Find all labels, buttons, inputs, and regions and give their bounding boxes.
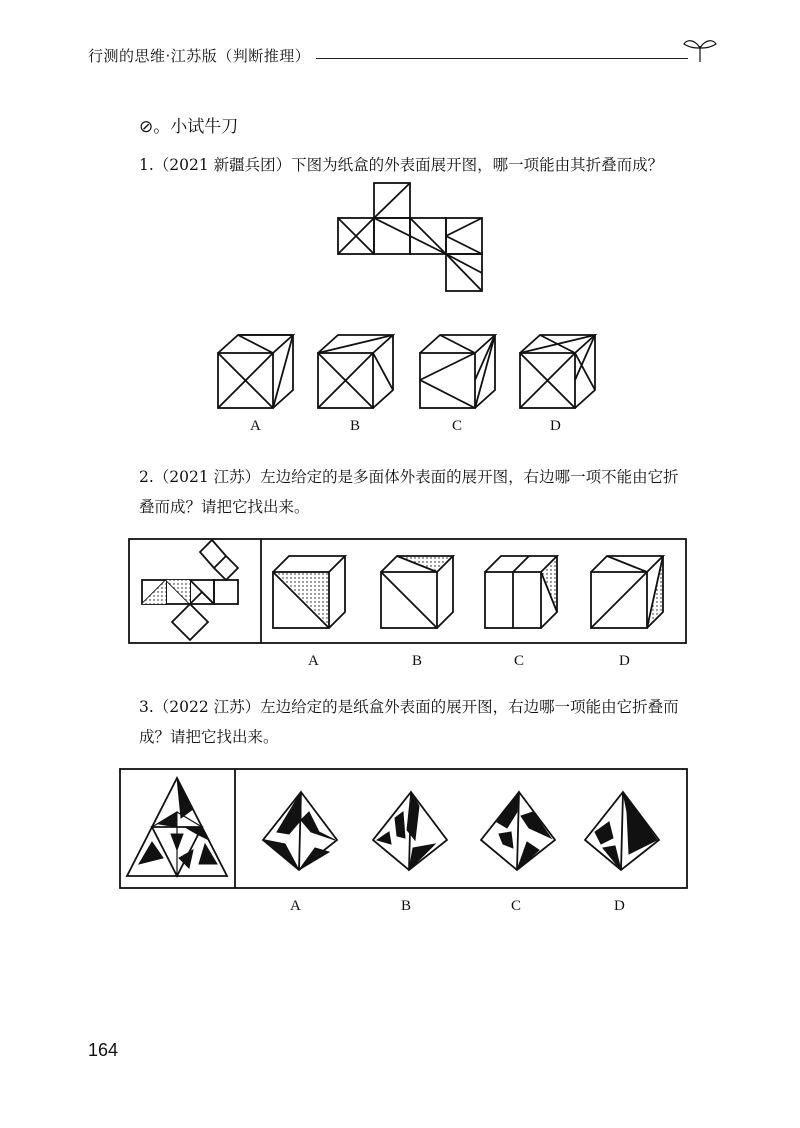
q2-option-d-label: D	[619, 653, 630, 669]
section-title-text: 小试牛刀	[170, 117, 239, 137]
question-1-net-figure	[330, 183, 480, 295]
q1-option-d-label: D	[550, 418, 561, 434]
question-3-net	[127, 778, 227, 876]
section-symbol: ⊘。	[139, 117, 171, 137]
question-2-text: 2.（2021 江苏）左边给定的是多面体外表面的展开图，右边哪一项不能由它折叠而成？请把它找出来。	[139, 468, 679, 516]
question-1-option-d-cube	[520, 335, 595, 410]
q3-option-d-label: D	[614, 898, 625, 914]
header-rule	[316, 58, 688, 59]
page-number: 164	[88, 1040, 119, 1060]
q1-option-b-label: B	[350, 418, 361, 434]
question-3-option-c-pyramid	[481, 792, 555, 870]
question-2-figure	[128, 538, 688, 644]
section-title	[139, 112, 238, 137]
question-1-option-a-cube	[218, 335, 293, 410]
question-2-option-c-cube	[485, 556, 557, 628]
question-1-option-c-cube	[420, 335, 495, 410]
header-title: 行测的思维·江苏版（判断推理）	[88, 47, 311, 65]
question-2-net	[142, 540, 238, 640]
q3-option-a-label: A	[290, 898, 301, 914]
question-3-option-a-pyramid	[263, 792, 337, 870]
q1-option-a-label: A	[250, 418, 261, 434]
question-3-option-d-pyramid	[585, 792, 659, 870]
question-2-option-b-cube	[381, 556, 453, 628]
question-1-text: 1.（2021 新疆兵团）下图为纸盒的外表面展开图，哪一项能由其折叠而成？	[139, 156, 664, 174]
question-1-option-b-cube	[318, 335, 393, 410]
question-2-option-a-cube	[273, 556, 345, 628]
question-3-option-b-pyramid	[373, 792, 447, 870]
question-2-option-d-cube	[591, 556, 663, 628]
question-3-figure	[119, 768, 689, 890]
question-3-text: 3.（2022 江苏）左边给定的是纸盒外表面的展开图，右边哪一项能由它折叠而成？请把它找出来。	[139, 698, 679, 746]
q2-option-b-label: B	[412, 653, 423, 669]
q3-option-b-label: B	[401, 898, 412, 914]
q2-option-a-label: A	[308, 653, 319, 669]
q3-option-c-label: C	[511, 898, 522, 914]
q1-option-c-label: C	[452, 418, 463, 434]
sprout-icon	[680, 34, 720, 64]
q2-option-c-label: C	[514, 653, 525, 669]
